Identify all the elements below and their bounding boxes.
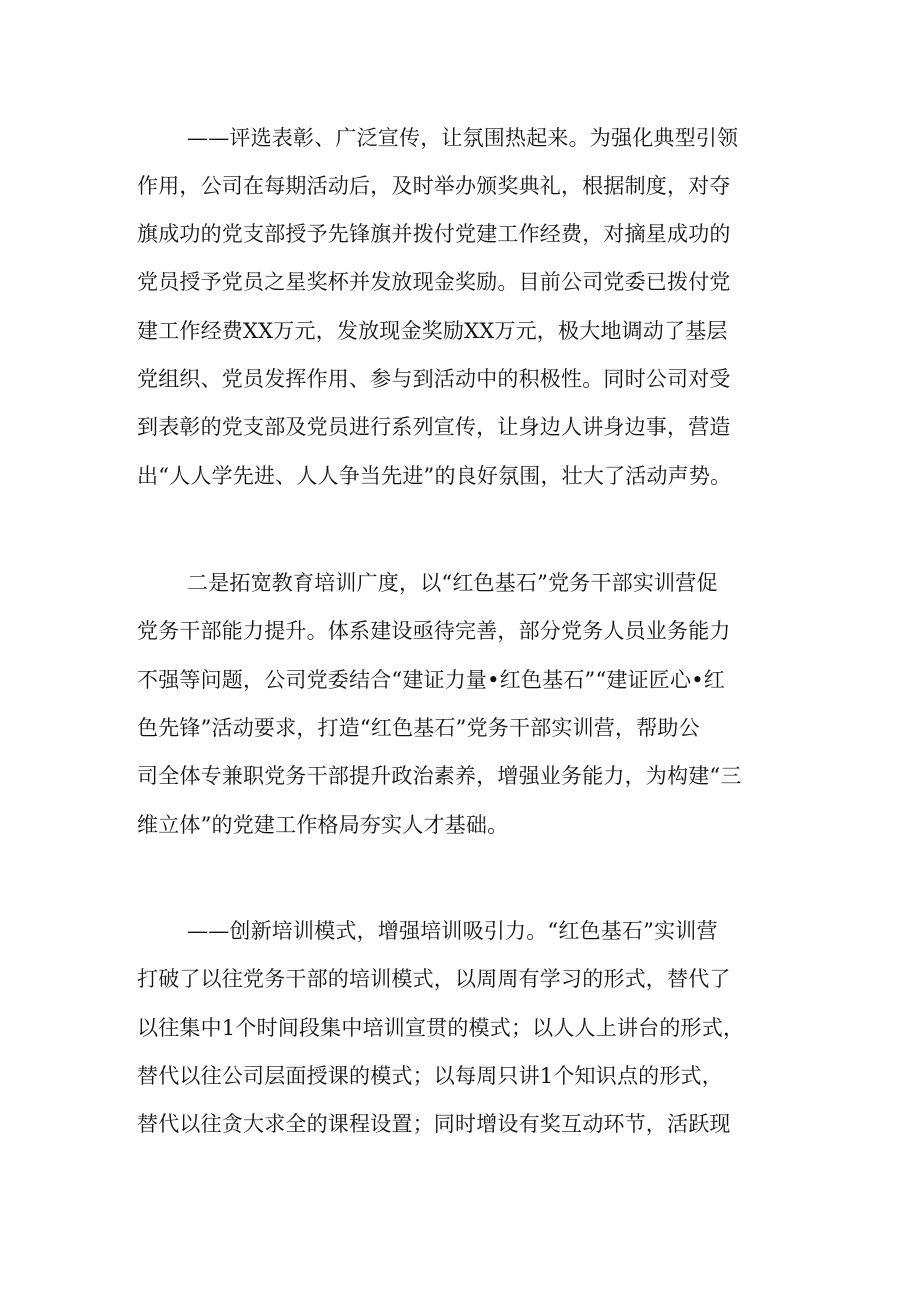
text-line: ——评选表彰、广泛宣传，让氛围热起来。为强化典型引领 — [187, 126, 739, 150]
text-line: 建工作经费XX万元，发放现金奖励XX万元，极大地调动了基层 — [137, 319, 728, 343]
text-line: 作用，公司在每期活动后，及时举办颁奖典礼，根据制度，对夺 — [137, 174, 731, 198]
text-line: 以往集中1个时间段集中培训宣贯的模式；以人人上讲台的形式， — [137, 1016, 745, 1040]
text-line: 出“人人学先进、人人争当先进”的良好氛围，壮大了活动声势。 — [137, 464, 732, 488]
text-line: 替代以往贪大求全的课程设置；同时增设有奖互动环节，活跃现 — [137, 1112, 731, 1136]
text-line: 司全体专兼职党务干部提升政治素养，增强业务能力，为构建“三 — [137, 764, 742, 788]
text-line: 打破了以往党务干部的培训模式，以周周有学习的形式，替代了 — [137, 967, 731, 991]
text-line: 旗成功的党支部授予先锋旗并拨付党建工作经费，对摘星成功的 — [137, 222, 731, 246]
text-line: 党组织、党员发挥作用、参与到活动中的积极性。同时公司对受 — [137, 367, 731, 391]
text-line: 替代以往公司层面授课的模式；以每周只讲1个知识点的形式， — [137, 1064, 723, 1088]
text-line: 不强等问题，公司党委结合“建证力量•红色基石”“建证匠心•红 — [137, 668, 725, 692]
text-line: 色先锋”活动要求，打造“红色基石”党务干部实训营，帮助公 — [137, 716, 700, 740]
text-line: 到表彰的党支部及党员进行系列宣传，让身边人讲身边事，营造 — [137, 415, 731, 439]
text-line: 维立体”的党建工作格局夯实人才基础。 — [137, 813, 509, 837]
text-line: 党务干部能力提升。体系建设亟待完善，部分党务人员业务能力 — [137, 619, 731, 643]
text-line: ——创新培训模式，增强培训吸引力。“红色基石”实训营 — [187, 919, 718, 943]
text-line: 党员授予党员之星奖杯并发放现金奖励。目前公司党委已拨付党 — [137, 270, 731, 294]
text-line: 二是拓宽教育培训广度，以“红色基石”党务干部实训营促 — [187, 571, 718, 595]
